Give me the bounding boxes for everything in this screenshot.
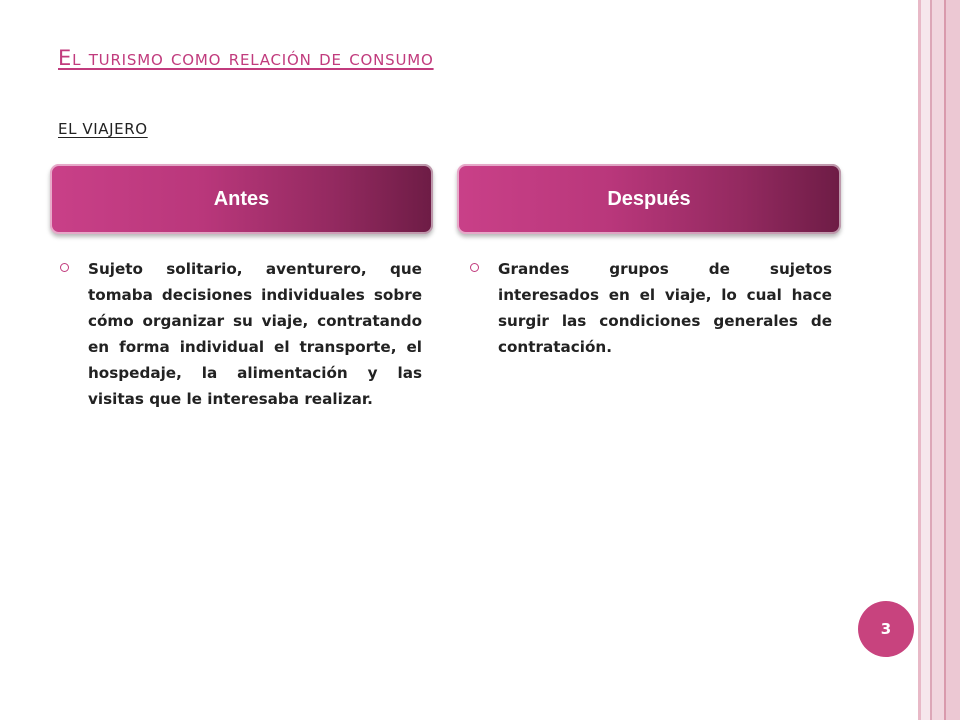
bullet-item-despues [470,256,832,360]
bullet-text: Sujeto solitario, aventurero, que tomaba decisiones individuales sobre cómo organizar su viaje, contratando en forma individual el transporte, el hospedaje, la alimentación y las visitas que le interesaba realizar. [88,260,422,408]
decorative-rail [946,0,960,720]
decorative-rail [932,0,944,720]
column-header-despues [457,164,841,234]
decorative-rail [921,0,930,720]
column-header-antes [50,164,433,234]
bullet-item-antes [60,256,422,412]
page-number: 3 [880,620,892,638]
slide-title: El turismo como relación de consumo [58,46,434,70]
slide-subtitle: EL VIAJERO [58,120,148,138]
column-header-label: Después [607,187,691,210]
bullet-circle-icon [60,263,69,272]
page-number-badge [858,601,914,657]
bullet-circle-icon [470,263,479,272]
column-header-label: Antes [213,187,270,210]
bullet-text: Grandes grupos de sujetos interesados en el viaje, lo cual hace surgir las condiciones generales de contratación. [498,260,832,356]
